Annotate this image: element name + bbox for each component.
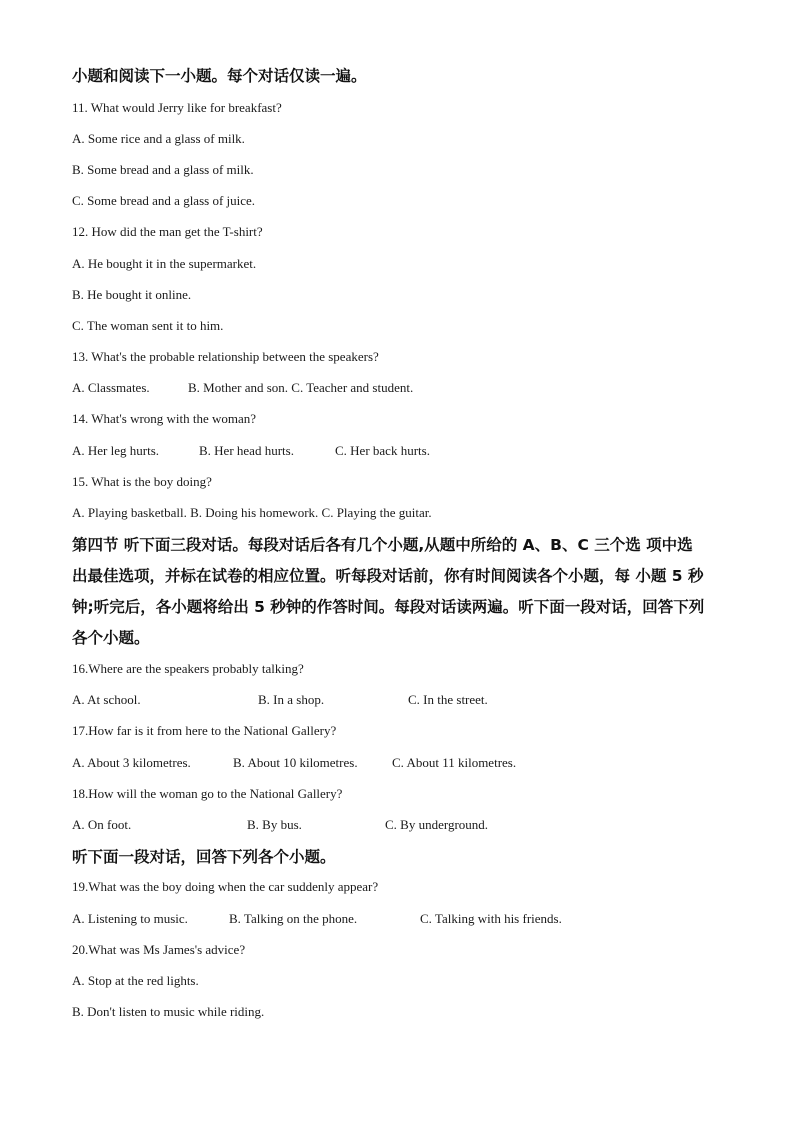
options-17 (72, 755, 516, 771)
option-17c: C. About 11 kilometres. (392, 755, 517, 770)
option-13b: B. Mother and son. (188, 380, 289, 395)
option-19b: B. Talking on the phone. (229, 911, 358, 926)
section4-line-3: 钟;听完后，各小题将给出 5 秒钟的作答时间。每段对话读两遍。听下面一段对话，回答下列 (72, 598, 705, 616)
option-17b: B. About 10 kilometres. (233, 755, 358, 770)
question-20: 20.What was Ms James's advice? (72, 942, 246, 957)
dialogue-heading: 听下面一段对话，回答下列各个小题。 (72, 848, 336, 866)
question-11: 11. What would Jerry like for breakfast? (72, 100, 282, 115)
option-13c: C. Teacher and student. (291, 380, 414, 395)
option-12a: A. He bought it in the supermarket. (72, 256, 257, 271)
option-11a: A. Some rice and a glass of milk. (72, 131, 245, 146)
option-15a: A. Playing basketball. (72, 505, 187, 520)
question-12: 12. How did the man get the T-shirt? (72, 224, 263, 239)
section4-line-4: 各个小题。 (72, 629, 150, 647)
question-19: 19.What was the boy doing when the car suddenly appear? (72, 879, 379, 894)
option-20b: B. Don't listen to music while riding. (72, 1004, 265, 1019)
options-13 (72, 380, 413, 396)
option-13a: A. Classmates. (72, 380, 150, 395)
option-18a: A. On foot. (72, 817, 132, 832)
options-15 (72, 505, 432, 521)
option-16c: C. In the street. (408, 692, 488, 707)
question-13: 13. What's the probable relationship between the speakers? (72, 349, 379, 364)
question-18: 18.How will the woman go to the National Gallery? (72, 786, 343, 801)
option-19a: A. Listening to music. (72, 911, 188, 926)
option-11c: C. Some bread and a glass of juice. (72, 193, 256, 208)
option-15c: C. Playing the guitar. (321, 505, 432, 520)
option-14a: A. Her leg hurts. (72, 443, 160, 458)
option-18b: B. By bus. (247, 817, 302, 832)
options-19 (72, 911, 562, 927)
section-intro: 小题和阅读下一小题。每个对话仅读一遍。 (72, 67, 367, 85)
option-16b: B. In a shop. (258, 692, 325, 707)
option-14b: B. Her head hurts. (199, 443, 294, 458)
option-12b: B. He bought it online. (72, 287, 192, 302)
question-16: 16.Where are the speakers probably talking? (72, 661, 304, 676)
question-14: 14. What's wrong with the woman? (72, 411, 257, 426)
question-17: 17.How far is it from here to the National Gallery? (72, 723, 337, 738)
option-16a: A. At school. (72, 692, 141, 707)
options-18 (72, 817, 488, 833)
option-12c: C. The woman sent it to him. (72, 318, 224, 333)
options-16 (72, 692, 488, 708)
section4-line-1: 第四节 听下面三段对话。每段对话后各有几个小题,从题中所给的 A、B、C 三个选 项中选 (72, 536, 693, 554)
options-14 (72, 443, 430, 459)
option-15b: B. Doing his homework. (190, 505, 319, 520)
option-14c: C. Her back hurts. (335, 443, 430, 458)
option-17a: A. About 3 kilometres. (72, 755, 191, 770)
question-15: 15. What is the boy doing? (72, 474, 212, 489)
option-19c: C. Talking with his friends. (420, 911, 562, 926)
option-20a: A. Stop at the red lights. (72, 973, 199, 988)
section4-line-2: 出最佳选项，并标在试卷的相应位置。听每段对话前，你有时间阅读各个小题，每 小题 5 秒 (72, 567, 704, 585)
option-11b: B. Some bread and a glass of milk. (72, 162, 254, 177)
option-18c: C. By underground. (385, 817, 489, 832)
